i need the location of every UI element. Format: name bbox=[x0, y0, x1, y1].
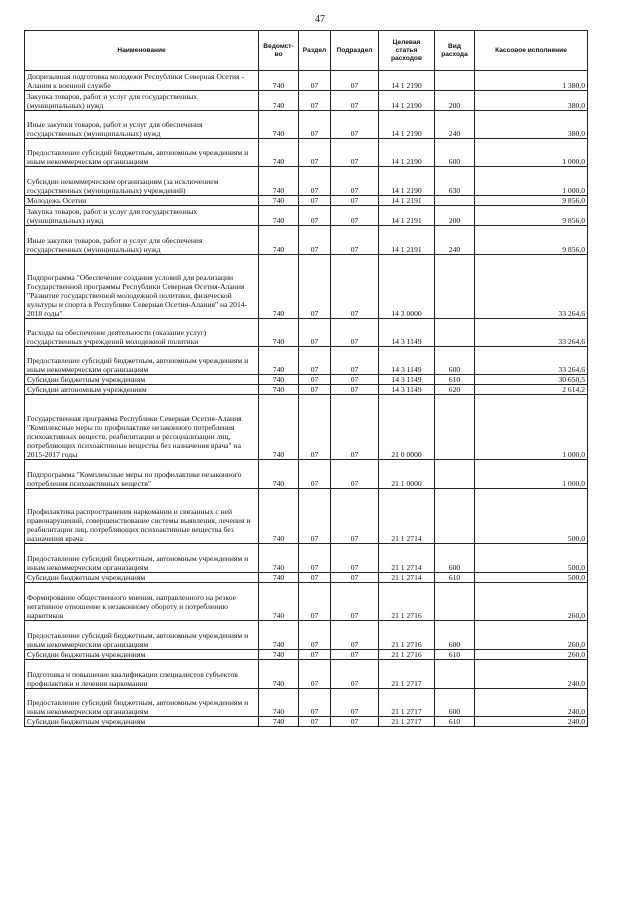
cell-expense-type bbox=[435, 395, 475, 460]
cell-name: Субсидии некоммерческим организациям (за исключением государственных (муниципальных) учреждений) bbox=[25, 167, 259, 196]
table-row bbox=[25, 573, 588, 583]
cell-cash-execution: 1 000,0 bbox=[475, 395, 588, 460]
budget-table bbox=[24, 30, 588, 727]
cell-name: Молодежь Осетии bbox=[25, 196, 259, 206]
cell-cash-execution: 1 380,0 bbox=[475, 71, 588, 91]
cell-cash-execution: 240,0 bbox=[475, 717, 588, 727]
cell-cash-execution: 380,0 bbox=[475, 91, 588, 111]
cell-target-article: 14 1 2190 bbox=[379, 71, 435, 91]
table-row bbox=[25, 660, 588, 689]
cell-target-article: 21 1 2717 bbox=[379, 660, 435, 689]
cell-expense-type: 610 bbox=[435, 717, 475, 727]
cell-cash-execution: 260,0 bbox=[475, 650, 588, 660]
cell-department: 740 bbox=[259, 91, 299, 111]
cell-expense-type: 200 bbox=[435, 206, 475, 226]
table-row bbox=[25, 621, 588, 650]
cell-cash-execution: 33 264,6 bbox=[475, 347, 588, 375]
cell-target-article: 14 1 2190 bbox=[379, 91, 435, 111]
table-row bbox=[25, 395, 588, 460]
cell-subsection: 07 bbox=[331, 91, 379, 111]
cell-name: Субсидии бюджетным учреждениям bbox=[25, 375, 259, 385]
cell-subsection: 07 bbox=[331, 395, 379, 460]
cell-cash-execution: 1 000,0 bbox=[475, 139, 588, 167]
cell-cash-execution: 1 000,0 bbox=[475, 460, 588, 489]
cell-cash-execution: 380,0 bbox=[475, 111, 588, 139]
cell-subsection: 07 bbox=[331, 385, 379, 395]
table-row bbox=[25, 460, 588, 489]
cell-name: Расходы на обеспечение деятельности (оказание услуг) государственных учреждений молодежной политики bbox=[25, 319, 259, 347]
cell-section: 07 bbox=[299, 139, 331, 167]
cell-department: 740 bbox=[259, 226, 299, 255]
cell-target-article: 21 1 2716 bbox=[379, 650, 435, 660]
cell-name: Закупка товаров, работ и услуг для государственных (муниципальных) нужд bbox=[25, 206, 259, 226]
cell-cash-execution: 33 264,6 bbox=[475, 319, 588, 347]
cell-expense-type: 240 bbox=[435, 226, 475, 255]
cell-department: 740 bbox=[259, 255, 299, 319]
cell-subsection: 07 bbox=[331, 255, 379, 319]
cell-cash-execution: 260,0 bbox=[475, 583, 588, 621]
cell-subsection: 07 bbox=[331, 71, 379, 91]
cell-target-article: 14 3 0000 bbox=[379, 255, 435, 319]
cell-department: 740 bbox=[259, 111, 299, 139]
cell-department: 740 bbox=[259, 621, 299, 650]
cell-cash-execution: 30 650,5 bbox=[475, 375, 588, 385]
cell-department: 740 bbox=[259, 196, 299, 206]
cell-target-article: 21 0 0000 bbox=[379, 395, 435, 460]
cell-section: 07 bbox=[299, 196, 331, 206]
cell-department: 740 bbox=[259, 395, 299, 460]
cell-department: 740 bbox=[259, 385, 299, 395]
cell-target-article: 14 3 1149 bbox=[379, 347, 435, 375]
column-header-name: Наименование bbox=[25, 31, 259, 71]
cell-cash-execution: 1 000,0 bbox=[475, 167, 588, 196]
cell-section: 07 bbox=[299, 226, 331, 255]
cell-section: 07 bbox=[299, 385, 331, 395]
cell-subsection: 07 bbox=[331, 583, 379, 621]
cell-section: 07 bbox=[299, 583, 331, 621]
cell-department: 740 bbox=[259, 347, 299, 375]
cell-subsection: 07 bbox=[331, 111, 379, 139]
column-header-section: Раздел bbox=[299, 31, 331, 71]
table-row bbox=[25, 319, 588, 347]
cell-cash-execution: 500,0 bbox=[475, 489, 588, 544]
cell-subsection: 07 bbox=[331, 319, 379, 347]
cell-subsection: 07 bbox=[331, 167, 379, 196]
table-row bbox=[25, 91, 588, 111]
cell-expense-type: 630 bbox=[435, 167, 475, 196]
cell-cash-execution: 500,0 bbox=[475, 573, 588, 583]
cell-subsection: 07 bbox=[331, 573, 379, 583]
table-row bbox=[25, 650, 588, 660]
cell-target-article: 14 3 1149 bbox=[379, 319, 435, 347]
cell-department: 740 bbox=[259, 167, 299, 196]
cell-expense-type: 200 bbox=[435, 91, 475, 111]
column-header-subsection: Подраздел bbox=[331, 31, 379, 71]
cell-department: 740 bbox=[259, 717, 299, 727]
cell-target-article: 14 3 1149 bbox=[379, 385, 435, 395]
cell-subsection: 07 bbox=[331, 717, 379, 727]
cell-name: Допризывная подготовка молодежи Республики Северная Осетия - Алания к военной службе bbox=[25, 71, 259, 91]
cell-expense-type: 240 bbox=[435, 111, 475, 139]
cell-name: Иные закупки товаров, работ и услуг для обеспечения государственных (муниципальных) нужд bbox=[25, 226, 259, 255]
cell-target-article: 21 1 2714 bbox=[379, 544, 435, 573]
cell-section: 07 bbox=[299, 621, 331, 650]
cell-cash-execution: 33 264,6 bbox=[475, 255, 588, 319]
cell-section: 07 bbox=[299, 375, 331, 385]
cell-section: 07 bbox=[299, 347, 331, 375]
table-row bbox=[25, 196, 588, 206]
table-row bbox=[25, 255, 588, 319]
cell-subsection: 07 bbox=[331, 206, 379, 226]
cell-name: Закупка товаров, работ и услуг для государственных (муниципальных) нужд bbox=[25, 91, 259, 111]
table-row bbox=[25, 71, 588, 91]
table-row bbox=[25, 717, 588, 727]
cell-subsection: 07 bbox=[331, 660, 379, 689]
cell-department: 740 bbox=[259, 544, 299, 573]
cell-target-article: 21 1 2716 bbox=[379, 621, 435, 650]
cell-cash-execution: 2 614,2 bbox=[475, 385, 588, 395]
table-row bbox=[25, 347, 588, 375]
cell-target-article: 14 3 1149 bbox=[379, 375, 435, 385]
column-header-department: Ведомст-во bbox=[259, 31, 299, 71]
cell-target-article: 14 1 2190 bbox=[379, 139, 435, 167]
cell-subsection: 07 bbox=[331, 196, 379, 206]
cell-name: Подпрограмма "Комплексные меры по профилактике незаконного потребления психоактивных веществ" bbox=[25, 460, 259, 489]
cell-expense-type bbox=[435, 319, 475, 347]
cell-subsection: 07 bbox=[331, 689, 379, 717]
cell-section: 07 bbox=[299, 650, 331, 660]
table-row bbox=[25, 139, 588, 167]
cell-name: Государственная программа Республики Северная Осетия-Алания "Комплексные меры по профилактике незаконного потребления психоактивных веществ, реабилитации и ресоциализации лиц, потребляющих психоактивные вещества без назначения врача" на 2015-2017 годы bbox=[25, 395, 259, 460]
cell-target-article: 21 1 2714 bbox=[379, 573, 435, 583]
table-row bbox=[25, 385, 588, 395]
cell-name: Субсидии бюджетным учреждениям bbox=[25, 717, 259, 727]
cell-department: 740 bbox=[259, 71, 299, 91]
cell-target-article: 14 1 2190 bbox=[379, 167, 435, 196]
cell-target-article: 14 1 2191 bbox=[379, 226, 435, 255]
table-row bbox=[25, 544, 588, 573]
cell-expense-type: 610 bbox=[435, 650, 475, 660]
cell-cash-execution: 260,0 bbox=[475, 621, 588, 650]
cell-section: 07 bbox=[299, 91, 331, 111]
cell-target-article: 14 1 2191 bbox=[379, 206, 435, 226]
cell-department: 740 bbox=[259, 460, 299, 489]
cell-target-article: 21 1 2717 bbox=[379, 689, 435, 717]
cell-expense-type: 600 bbox=[435, 139, 475, 167]
cell-name: Формирование общественного мнения, направленного на резкое негативное отношение к незаконному обороту и потреблению наркотиков bbox=[25, 583, 259, 621]
cell-cash-execution: 9 856,0 bbox=[475, 226, 588, 255]
cell-section: 07 bbox=[299, 660, 331, 689]
cell-section: 07 bbox=[299, 573, 331, 583]
cell-section: 07 bbox=[299, 489, 331, 544]
cell-name: Субсидии автономным учреждениям bbox=[25, 385, 259, 395]
cell-cash-execution: 500,0 bbox=[475, 544, 588, 573]
cell-expense-type bbox=[435, 460, 475, 489]
cell-section: 07 bbox=[299, 319, 331, 347]
cell-section: 07 bbox=[299, 206, 331, 226]
cell-cash-execution: 240,0 bbox=[475, 689, 588, 717]
cell-section: 07 bbox=[299, 255, 331, 319]
table-row bbox=[25, 167, 588, 196]
cell-expense-type bbox=[435, 196, 475, 206]
cell-name: Подготовка и повышение квалификации специалистов субъектов профилактики и лечения наркомании bbox=[25, 660, 259, 689]
cell-section: 07 bbox=[299, 167, 331, 196]
cell-department: 740 bbox=[259, 319, 299, 347]
cell-name: Субсидии бюджетным учреждениям bbox=[25, 573, 259, 583]
cell-expense-type bbox=[435, 660, 475, 689]
cell-department: 740 bbox=[259, 689, 299, 717]
cell-target-article: 14 1 2191 bbox=[379, 196, 435, 206]
table-row bbox=[25, 206, 588, 226]
table-row bbox=[25, 583, 588, 621]
table-row bbox=[25, 489, 588, 544]
cell-target-article: 21 1 0000 bbox=[379, 460, 435, 489]
cell-expense-type: 610 bbox=[435, 375, 475, 385]
cell-name: Предоставление субсидий бюджетным, автономным учреждениям и иным некоммерческим организациям bbox=[25, 347, 259, 375]
cell-name: Иные закупки товаров, работ и услуг для обеспечения государственных (муниципальных) нужд bbox=[25, 111, 259, 139]
cell-section: 07 bbox=[299, 717, 331, 727]
cell-name: Профилактика распространения наркомании и связанных с ней правонарушений, совершенствование системы выявления, лечения и реабилитации лиц, потребляющих психоактивные вещества без назначения врача bbox=[25, 489, 259, 544]
cell-name: Предоставление субсидий бюджетным, автономным учреждениям и иным некоммерческим организациям bbox=[25, 621, 259, 650]
table-header-row bbox=[25, 31, 588, 71]
table-row bbox=[25, 226, 588, 255]
cell-subsection: 07 bbox=[331, 139, 379, 167]
cell-department: 740 bbox=[259, 650, 299, 660]
cell-expense-type bbox=[435, 71, 475, 91]
cell-subsection: 07 bbox=[331, 375, 379, 385]
cell-subsection: 07 bbox=[331, 621, 379, 650]
cell-subsection: 07 bbox=[331, 650, 379, 660]
cell-subsection: 07 bbox=[331, 489, 379, 544]
cell-cash-execution: 9 856,0 bbox=[475, 206, 588, 226]
cell-section: 07 bbox=[299, 689, 331, 717]
cell-section: 07 bbox=[299, 544, 331, 573]
cell-target-article: 14 1 2190 bbox=[379, 111, 435, 139]
table-row bbox=[25, 375, 588, 385]
cell-expense-type bbox=[435, 489, 475, 544]
cell-subsection: 07 bbox=[331, 544, 379, 573]
cell-name: Подпрограмма "Обеспечение создания условий для реализации Государственной программы Республики Северная Осетия-Алания "Развитие государственной молодежной политики, физической культуры и спорта в Республике Северная Осетия-Алания" на 2014-2018 годы" bbox=[25, 255, 259, 319]
cell-department: 740 bbox=[259, 573, 299, 583]
cell-expense-type: 600 bbox=[435, 544, 475, 573]
cell-cash-execution: 240,0 bbox=[475, 660, 588, 689]
column-header-target-article: Целевая статья расходов bbox=[379, 31, 435, 71]
cell-name: Предоставление субсидий бюджетным, автономным учреждениям и иным некоммерческим организациям bbox=[25, 139, 259, 167]
column-header-cash-execution: Кассовое исполнение bbox=[475, 31, 588, 71]
cell-subsection: 07 bbox=[331, 347, 379, 375]
page-number: 47 bbox=[315, 14, 325, 25]
cell-department: 740 bbox=[259, 583, 299, 621]
cell-target-article: 21 1 2714 bbox=[379, 489, 435, 544]
cell-target-article: 21 1 2717 bbox=[379, 717, 435, 727]
column-header-expense-type: Вид расхода bbox=[435, 31, 475, 71]
cell-expense-type: 610 bbox=[435, 573, 475, 583]
cell-name: Субсидии бюджетным учреждениям bbox=[25, 650, 259, 660]
cell-name: Предоставление субсидий бюджетным, автономным учреждениям и иным некоммерческим организациям bbox=[25, 689, 259, 717]
cell-expense-type bbox=[435, 255, 475, 319]
cell-expense-type: 600 bbox=[435, 689, 475, 717]
cell-section: 07 bbox=[299, 71, 331, 91]
cell-subsection: 07 bbox=[331, 460, 379, 489]
cell-name: Предоставление субсидий бюджетным, автономным учреждениям и иным некоммерческим организациям bbox=[25, 544, 259, 573]
cell-department: 740 bbox=[259, 206, 299, 226]
cell-expense-type bbox=[435, 583, 475, 621]
table-body bbox=[25, 71, 588, 727]
cell-section: 07 bbox=[299, 111, 331, 139]
cell-expense-type: 620 bbox=[435, 385, 475, 395]
cell-department: 740 bbox=[259, 139, 299, 167]
cell-section: 07 bbox=[299, 460, 331, 489]
cell-department: 740 bbox=[259, 489, 299, 544]
cell-expense-type: 600 bbox=[435, 621, 475, 650]
cell-department: 740 bbox=[259, 375, 299, 385]
table-row bbox=[25, 689, 588, 717]
cell-subsection: 07 bbox=[331, 226, 379, 255]
cell-section: 07 bbox=[299, 395, 331, 460]
cell-department: 740 bbox=[259, 660, 299, 689]
cell-cash-execution: 9 856,0 bbox=[475, 196, 588, 206]
cell-expense-type: 600 bbox=[435, 347, 475, 375]
cell-target-article: 21 1 2716 bbox=[379, 583, 435, 621]
table-row bbox=[25, 111, 588, 139]
